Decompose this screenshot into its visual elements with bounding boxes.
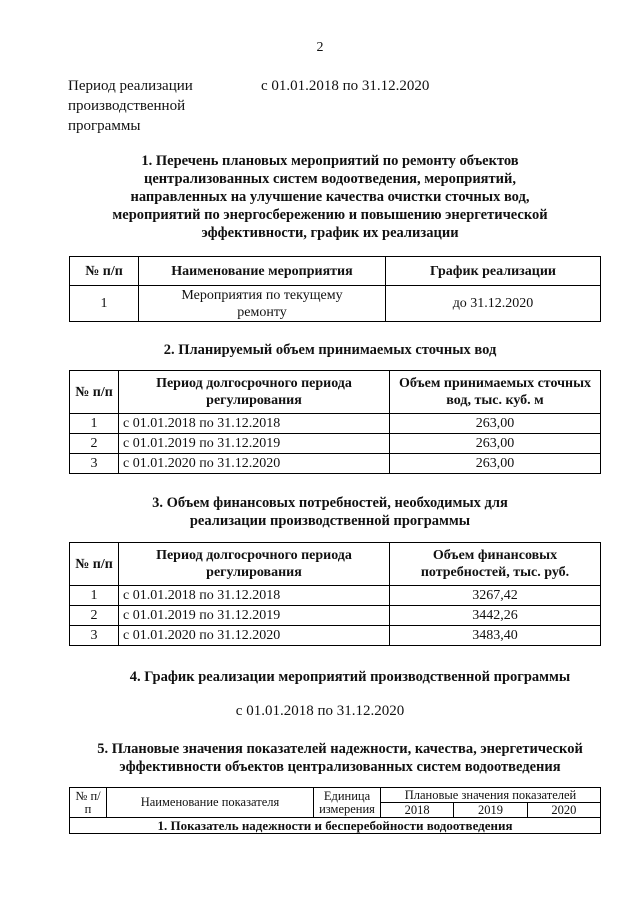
section1-header-num: № п/п	[70, 257, 139, 286]
section3-title: 3. Объем финансовых потребностей, необходимых для реализации производственной программы	[152, 495, 508, 529]
table-row	[70, 626, 601, 646]
section3-cell-finance: 3483,40	[390, 626, 601, 646]
section3-header-num: № п/п	[70, 543, 119, 586]
section3-header-period: Период долгосрочного периода регулирования	[119, 543, 390, 586]
table-row	[70, 414, 601, 434]
section5-table	[69, 787, 601, 834]
section3-cell-num: 1	[70, 586, 119, 606]
section1-cell-schedule: до 31.12.2020	[386, 286, 601, 322]
section1-header-name: Наименование мероприятия	[139, 257, 386, 286]
section2-cell-volume: 263,00	[390, 434, 601, 454]
section5-header-unit: Единица измерения	[314, 788, 381, 818]
section5-header-name: Наименование показателя	[107, 788, 314, 818]
table-row	[70, 586, 601, 606]
section1-title: 1. Перечень плановых мероприятий по ремонту объектов централизованных систем водоотведения, мероприятий, направленных на улучшение качества очистки сточных вод, мероприятий по энергосбережению и повышению энергетической эффективности, график их реализации	[112, 153, 548, 241]
section2-cell-period: с 01.01.2020 по 31.12.2020	[119, 454, 390, 474]
section1-cell-name: Мероприятия по текущему ремонту	[139, 286, 386, 322]
section1-table	[69, 256, 601, 322]
table-row	[70, 286, 601, 322]
section3-cell-finance: 3442,26	[390, 606, 601, 626]
table-row	[70, 606, 601, 626]
program-period-label: Период реализации производственной программы	[68, 78, 193, 134]
section2-cell-volume: 263,00	[390, 454, 601, 474]
section5-header-year-2019: 2019	[454, 803, 527, 818]
section2-cell-volume: 263,00	[390, 414, 601, 434]
section5-title: 5. Плановые значения показателей надежности, качества, энергетической эффективности объектов централизованных систем водоотведения	[97, 741, 583, 775]
section2-cell-num: 3	[70, 454, 119, 474]
section4-title: 4. График реализации мероприятий производственной программы	[129, 669, 571, 685]
section3-header-finance: Объем финансовых потребностей, тыс. руб.	[390, 543, 601, 586]
page-number: 2	[316, 40, 324, 55]
program-period-value: с 01.01.2018 по 31.12.2020	[261, 78, 430, 94]
section3-table	[69, 542, 601, 646]
section2-cell-period: с 01.01.2018 по 31.12.2018	[119, 414, 390, 434]
section2-header-period: Период долгосрочного периода регулирования	[119, 371, 390, 414]
section5-header-year-2020: 2020	[527, 803, 600, 818]
section1-header-schedule: График реализации	[386, 257, 601, 286]
section2-title: 2. Планируемый объем принимаемых сточных вод	[163, 342, 497, 358]
table-row	[70, 454, 601, 474]
section1-cell-num: 1	[70, 286, 139, 322]
section3-cell-period: с 01.01.2018 по 31.12.2018	[119, 586, 390, 606]
section5-subheading: 1. Показатель надежности и бесперебойности водоотведения	[70, 818, 601, 834]
table-row	[70, 434, 601, 454]
section3-cell-period: с 01.01.2019 по 31.12.2019	[119, 606, 390, 626]
section3-cell-num: 3	[70, 626, 119, 646]
section3-cell-num: 2	[70, 606, 119, 626]
section2-header-volume: Объем принимаемых сточных вод, тыс. куб. м	[390, 371, 601, 414]
section3-cell-finance: 3267,42	[390, 586, 601, 606]
section5-header-planned: Плановые значения показателей	[381, 788, 601, 803]
section3-cell-period: с 01.01.2020 по 31.12.2020	[119, 626, 390, 646]
section5-header-num: № п/п	[70, 788, 107, 818]
section2-header-num: № п/п	[70, 371, 119, 414]
section2-table	[69, 370, 601, 474]
section4-period: с 01.01.2018 по 31.12.2020	[235, 703, 405, 719]
section2-cell-num: 1	[70, 414, 119, 434]
section5-header-year-2018: 2018	[381, 803, 454, 818]
section2-cell-period: с 01.01.2019 по 31.12.2019	[119, 434, 390, 454]
section2-cell-num: 2	[70, 434, 119, 454]
